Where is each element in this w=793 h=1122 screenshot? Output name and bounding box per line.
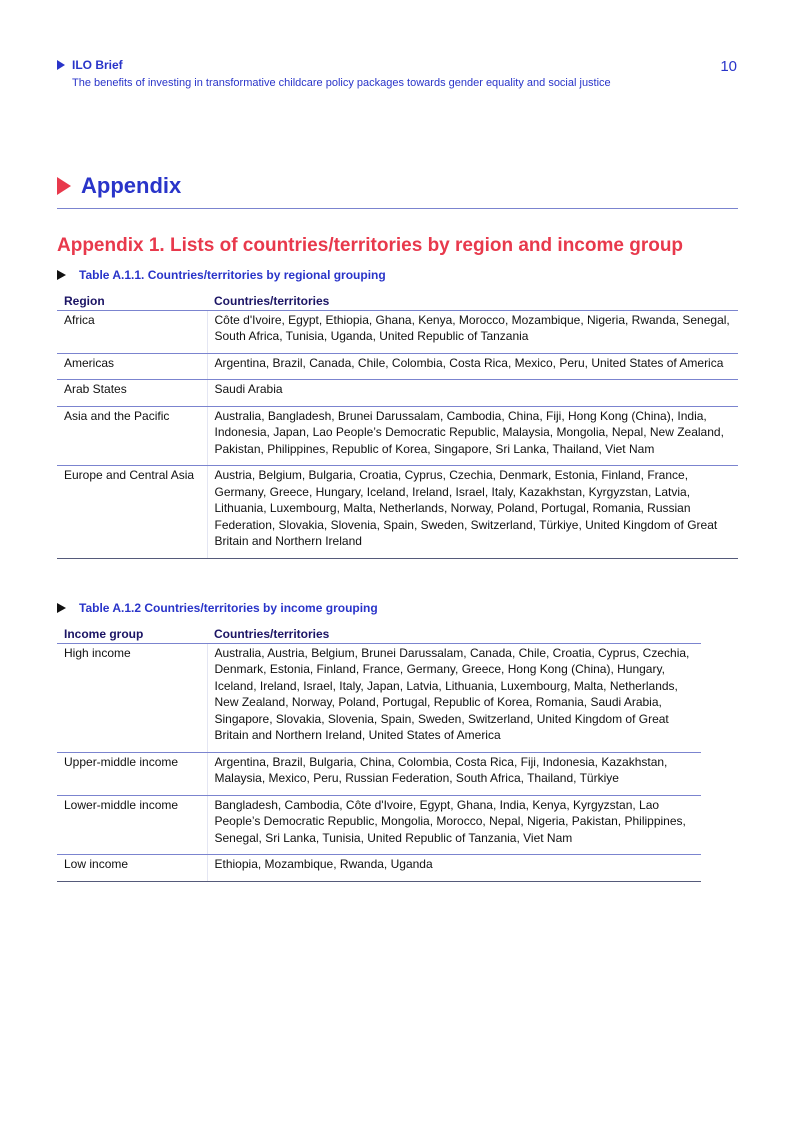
countries-cell: Ethiopia, Mozambique, Rwanda, Uganda (207, 855, 701, 882)
table-row (57, 353, 738, 380)
countries-cell: Saudi Arabia (207, 380, 738, 407)
page-header (57, 58, 737, 89)
table2-caption-text: Table A.1.2 Countries/territories by income grouping (79, 601, 378, 615)
region-cell: Europe and Central Asia (57, 466, 207, 559)
appendix-heading (57, 173, 181, 199)
column-header-income-group: Income group (57, 626, 207, 643)
countries-cell: Côte d'Ivoire, Egypt, Ethiopia, Ghana, Kenya, Morocco, Mozambique, Nigeria, Rwanda, Senegal, South Africa, Tunisia, Uganda, United Republic of Tanzania (207, 310, 738, 353)
countries-cell: Argentina, Brazil, Canada, Chile, Colombia, Costa Rica, Mexico, Peru, United States of America (207, 353, 738, 380)
triangle-bullet-icon (57, 177, 71, 195)
countries-cell: Bangladesh, Cambodia, Côte d'Ivoire, Egypt, Ghana, India, Kenya, Kyrgyzstan, Lao People’s Democratic Republic, Mongolia, Morocco, Nepal, Nigeria, Pakistan, Philippines, Senegal, Sri Lanka, Tunisia, United Republic of Tanzania, Viet Nam (207, 795, 701, 855)
page-number: 10 (720, 58, 737, 75)
income-group-cell: Upper-middle income (57, 752, 207, 795)
section-title: Appendix 1. Lists of countries/territories by region and income group (57, 235, 684, 256)
triangle-bullet-icon (57, 270, 66, 280)
appendix-title: Appendix (81, 173, 182, 198)
region-table (57, 293, 738, 559)
brief-label: ILO Brief (72, 58, 123, 72)
table-header-row (57, 293, 738, 310)
table-row (57, 380, 738, 407)
table1-caption-text: Table A.1.1. Countries/territories by regional grouping (79, 268, 386, 282)
income-group-cell: Lower-middle income (57, 795, 207, 855)
countries-cell: Australia, Austria, Belgium, Brunei Darussalam, Canada, Chile, Croatia, Cyprus, Czechia, Denmark, Estonia, Finland, France, Germany, Greece, Hong Kong (China), Hungary, Iceland, Ireland, Israel, Italy, Japan, Latvia, Lithuania, Luxembourg, Malta, Netherlands, New Zealand, Norway, Poland, Portugal, Republic of Korea, Romania, Saudi Arabia, Singapore, Slovakia, Slovenia, Spain, Sweden, Switzerland, United Kingdom of Great Britain and Northern Ireland, United States of America (207, 643, 701, 752)
brief-line (57, 58, 737, 72)
region-cell: Africa (57, 310, 207, 353)
income-group-cell: Low income (57, 855, 207, 882)
region-cell: Asia and the Pacific (57, 406, 207, 466)
triangle-bullet-icon (57, 60, 65, 70)
column-header-region: Region (57, 293, 207, 310)
region-cell: Arab States (57, 380, 207, 407)
countries-cell: Argentina, Brazil, Bulgaria, China, Colombia, Costa Rica, Fiji, Indonesia, Kazakhstan, Malaysia, Mexico, Peru, Russian Federation, South Africa, Thailand, Türkiye (207, 752, 701, 795)
triangle-bullet-icon (57, 603, 66, 613)
income-table (57, 626, 701, 882)
table-row (57, 310, 738, 353)
column-header-countries: Countries/territories (207, 293, 738, 310)
column-header-countries: Countries/territories (207, 626, 701, 643)
table-row (57, 406, 738, 466)
countries-cell: Australia, Bangladesh, Brunei Darussalam, Cambodia, China, Fiji, Hong Kong (China), India, Indonesia, Japan, Lao People’s Democratic Republic, Malaysia, Mongolia, Nepal, New Zealand, Pakistan, Philippines, Republic of Korea, Singapore, Sri Lanka, Thailand, Viet Nam (207, 406, 738, 466)
table-row (57, 643, 701, 752)
table-row (57, 795, 701, 855)
table-row (57, 752, 701, 795)
table-row (57, 466, 738, 559)
countries-cell: Austria, Belgium, Bulgaria, Croatia, Cyprus, Czechia, Denmark, Estonia, Finland, France, Germany, Greece, Hungary, Iceland, Ireland, Israel, Italy, Kazakhstan, Kyrgyzstan, Latvia, Lithuania, Luxembourg, Malta, Netherlands, Norway, Poland, Portugal, Romania, Russian Federation, Slovakia, Slovenia, Spain, Sweden, Switzerland, Türkiye, United Kingdom of Great Britain and Northern Ireland (207, 466, 738, 559)
table-row (57, 855, 701, 882)
table2-caption (57, 601, 378, 615)
income-group-cell: High income (57, 643, 207, 752)
table1-caption (57, 268, 386, 282)
publication-subtitle: The benefits of investing in transformative childcare policy packages towards gender equality and social justice (72, 77, 611, 89)
table-header-row (57, 626, 701, 643)
region-cell: Americas (57, 353, 207, 380)
divider (57, 208, 738, 209)
